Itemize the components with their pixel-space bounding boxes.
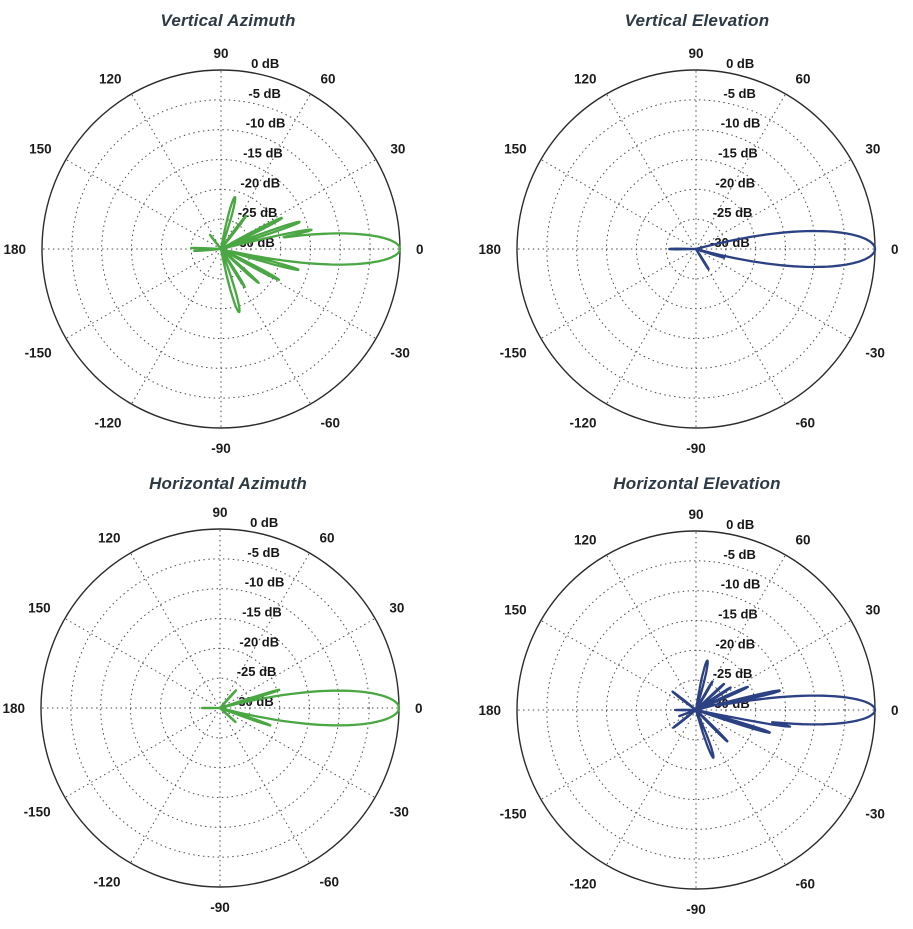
angle-tick-label: 150	[504, 602, 527, 618]
polar-plot-horizontal-azimuth	[0, 459, 456, 929]
radial-tick-label: -5 dB	[247, 544, 280, 560]
angle-tick-label: 180	[2, 701, 25, 716]
angle-tick-label: 30	[390, 141, 406, 157]
radial-tick-label: -25 dB	[712, 205, 753, 221]
radial-tick-label: -10 dB	[244, 574, 285, 590]
angle-tick-label: 120	[98, 71, 122, 87]
radial-tick-label: 0 dB	[726, 517, 755, 532]
polar-spoke	[541, 710, 696, 800]
radial-tick-label: 0 dB	[251, 56, 280, 71]
angle-tick-label: -90	[686, 902, 706, 917]
angle-tick-label: 30	[865, 141, 881, 157]
angle-tick-label: -150	[23, 804, 51, 820]
radial-tick-label: -20 dB	[239, 634, 280, 650]
angle-tick-label: 60	[319, 530, 335, 546]
radial-tick-label: -15 dB	[718, 145, 758, 161]
angle-tick-label: -120	[94, 415, 122, 431]
angle-tick-label: 120	[573, 532, 597, 548]
angle-tick-label: -150	[24, 345, 52, 361]
radial-tick-label: -20 dB	[715, 175, 756, 191]
angle-tick-label: 150	[29, 141, 52, 157]
chart-vertical-azimuth	[0, 0, 456, 459]
radial-tick-label: -15 dB	[242, 604, 282, 620]
radial-tick-label: -10 dB	[245, 115, 286, 131]
angle-tick-label: 180	[478, 703, 501, 718]
radial-tick-label: 0 dB	[250, 515, 279, 530]
polar-spoke	[541, 249, 696, 339]
polar-spoke	[132, 94, 222, 249]
radial-tick-label: -10 dB	[720, 115, 761, 131]
chart-horizontal-azimuth	[0, 459, 456, 929]
radial-tick-label: -25 dB	[712, 666, 753, 682]
chart-title: Horizontal Elevation	[613, 474, 781, 493]
angle-tick-label: 150	[28, 600, 51, 616]
angle-tick-label: 120	[573, 71, 597, 87]
polar-spoke	[541, 621, 696, 711]
angle-tick-label: 60	[795, 532, 811, 548]
angle-tick-label: -150	[499, 345, 527, 361]
pattern-curve	[191, 197, 400, 312]
angle-tick-label: 90	[688, 507, 704, 522]
angle-tick-label: 120	[97, 530, 121, 546]
angle-tick-label: 150	[504, 141, 527, 157]
polar-plot-vertical-azimuth	[0, 0, 456, 459]
angle-tick-label: 30	[865, 602, 881, 618]
angle-tick-label: -120	[569, 876, 597, 892]
angle-tick-label: 180	[3, 242, 26, 257]
angle-tick-label: -30	[389, 804, 409, 820]
angle-tick-label: -30	[865, 806, 885, 822]
polar-spoke	[65, 708, 220, 798]
polar-spoke	[541, 160, 696, 250]
chart-title: Vertical Elevation	[624, 11, 770, 30]
angle-tick-label: -120	[93, 874, 121, 890]
angle-tick-label: 60	[320, 71, 336, 87]
radial-tick-label: -15 dB	[243, 145, 283, 161]
polar-spoke	[220, 708, 375, 798]
polar-spoke	[607, 555, 697, 710]
polar-spoke	[131, 553, 221, 708]
radial-tick-label: -5 dB	[248, 85, 281, 101]
pattern-curve	[673, 661, 876, 758]
angle-tick-label: -150	[499, 806, 527, 822]
angle-tick-label: 30	[389, 600, 405, 616]
polar-spoke	[65, 619, 220, 709]
angle-tick-label: 0	[891, 703, 899, 718]
angle-tick-label: -30	[865, 345, 885, 361]
radial-tick-label: -30 dB	[235, 235, 275, 250]
chart-title: Horizontal Azimuth	[149, 474, 307, 493]
angle-tick-label: -60	[795, 876, 816, 892]
radial-tick-label: 0 dB	[726, 56, 755, 71]
polar-spoke	[66, 160, 221, 250]
angle-tick-label: 0	[416, 242, 424, 257]
polar-spoke	[607, 94, 697, 249]
polar-plot-vertical-elevation	[457, 0, 913, 459]
angle-tick-label: 0	[891, 242, 899, 257]
pattern-curve	[669, 231, 875, 269]
polar-plot-horizontal-elevation	[457, 459, 913, 929]
radial-tick-label: -10 dB	[720, 576, 761, 592]
chart-horizontal-elevation	[457, 459, 913, 929]
angle-tick-label: -90	[210, 900, 230, 915]
radial-tick-label: -30 dB	[710, 235, 750, 250]
angle-tick-label: 0	[415, 701, 423, 716]
radial-tick-label: -25 dB	[236, 664, 277, 680]
radial-tick-label: -25 dB	[237, 205, 278, 221]
angle-tick-label: 60	[795, 71, 811, 87]
polar-spoke	[696, 249, 851, 339]
angle-tick-label: -90	[686, 441, 706, 456]
angle-tick-label: 90	[688, 46, 704, 61]
radial-tick-label: -20 dB	[240, 175, 281, 191]
angle-tick-label: -120	[569, 415, 597, 431]
angle-tick-label: -60	[795, 415, 816, 431]
angle-tick-label: 90	[213, 46, 229, 61]
radial-tick-label: -5 dB	[723, 85, 756, 101]
chart-vertical-elevation	[457, 0, 913, 459]
radial-tick-label: -5 dB	[723, 546, 756, 562]
angle-tick-label: -60	[319, 874, 340, 890]
angle-tick-label: 90	[212, 505, 228, 520]
angle-tick-label: 180	[478, 242, 501, 257]
radial-tick-label: -20 dB	[715, 636, 756, 652]
angle-tick-label: -90	[211, 441, 231, 456]
radial-tick-label: -30 dB	[234, 694, 274, 709]
angle-tick-label: -60	[320, 415, 341, 431]
radial-tick-label: -30 dB	[710, 696, 750, 711]
polar-spoke	[66, 249, 221, 339]
radial-tick-label: -15 dB	[718, 606, 758, 622]
angle-tick-label: -30	[390, 345, 410, 361]
chart-title: Vertical Azimuth	[160, 11, 296, 30]
